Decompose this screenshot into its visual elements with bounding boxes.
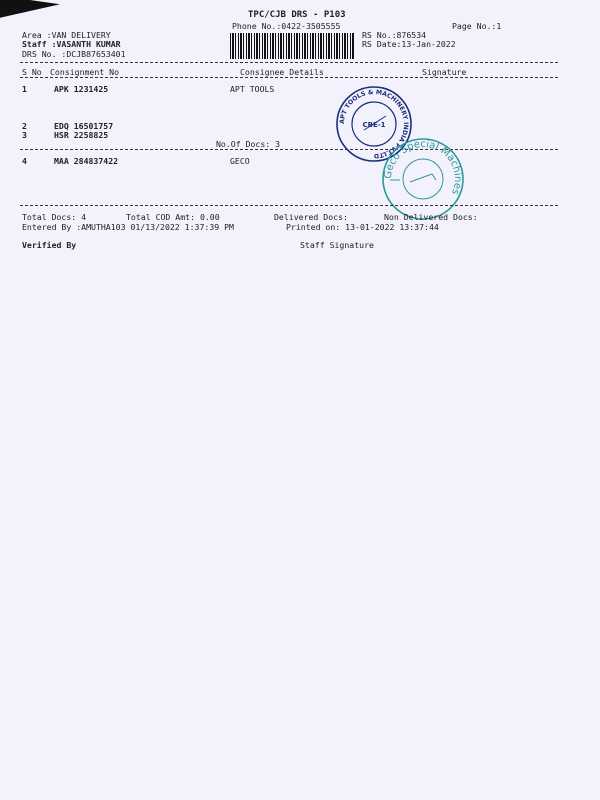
header-divider (20, 62, 558, 63)
rs-number: RS No.:876534 (362, 30, 427, 40)
delivered-docs: Delivered Docs: (274, 212, 348, 222)
report-title: TPC/CJB DRS - P103 (248, 10, 346, 20)
group-divider (20, 149, 558, 150)
scan-corner-artifact (0, 0, 60, 26)
verified-by: Verified By (22, 240, 77, 250)
page-number: Page No.:1 (452, 21, 502, 31)
row-consignment: MAA 284837422 (54, 156, 119, 166)
total-docs: Total Docs: 4 (22, 212, 87, 222)
area-label: Area :VAN DELIVERY (22, 30, 111, 40)
stamp-center-text: CBE-1 (362, 121, 386, 129)
phone-number: Phone No.:0422-3505555 (232, 21, 341, 31)
col-sno: S No (22, 67, 42, 77)
col-signature: Signature (422, 67, 467, 77)
barcode (230, 33, 354, 59)
non-delivered-docs: Non Delivered Docs: (384, 212, 478, 222)
column-divider (20, 77, 558, 78)
svg-text:Geco Special Machines (383, 139, 463, 196)
row-sno: 3 (22, 130, 27, 140)
row-consignee: APT TOOLS (230, 84, 275, 94)
row-sno: 4 (22, 156, 27, 166)
stamp-ring-text: APT TOOLS & MACHINERY INDIA PVT.LTD (338, 88, 410, 160)
staff-signature: Staff Signature (300, 240, 374, 250)
row-consignment: HSR 2258825 (54, 130, 109, 140)
stamp-ring-text: Geco Special Machines (382, 138, 464, 197)
rs-date: RS Date:13-Jan-2022 (362, 39, 456, 49)
col-consignment: Consignment No (50, 67, 120, 77)
row-sno: 1 (22, 84, 27, 94)
row-consignment: EDQ 16501757 (54, 121, 114, 131)
total-cod: Total COD Amt: 0.00 (126, 212, 220, 222)
row-consignee: GECO (230, 156, 250, 166)
printed-on: Printed on: 13-01-2022 13:37:44 (286, 222, 439, 232)
entered-by: Entered By :AMUTHA103 01/13/2022 1:37:39 PM (22, 222, 234, 232)
footer-divider (20, 205, 558, 206)
geco-stamp (380, 136, 466, 222)
drs-number: DRS No. :DCJB87653401 (22, 49, 126, 59)
row-consignment: APK 1231425 (54, 84, 109, 94)
staff-label: Staff :VASANTH KUMAR (22, 39, 121, 49)
no-of-docs: No.Of Docs: 3 (216, 139, 281, 149)
row-sno: 2 (22, 121, 27, 131)
col-consignee: Consignee Details (240, 67, 324, 77)
